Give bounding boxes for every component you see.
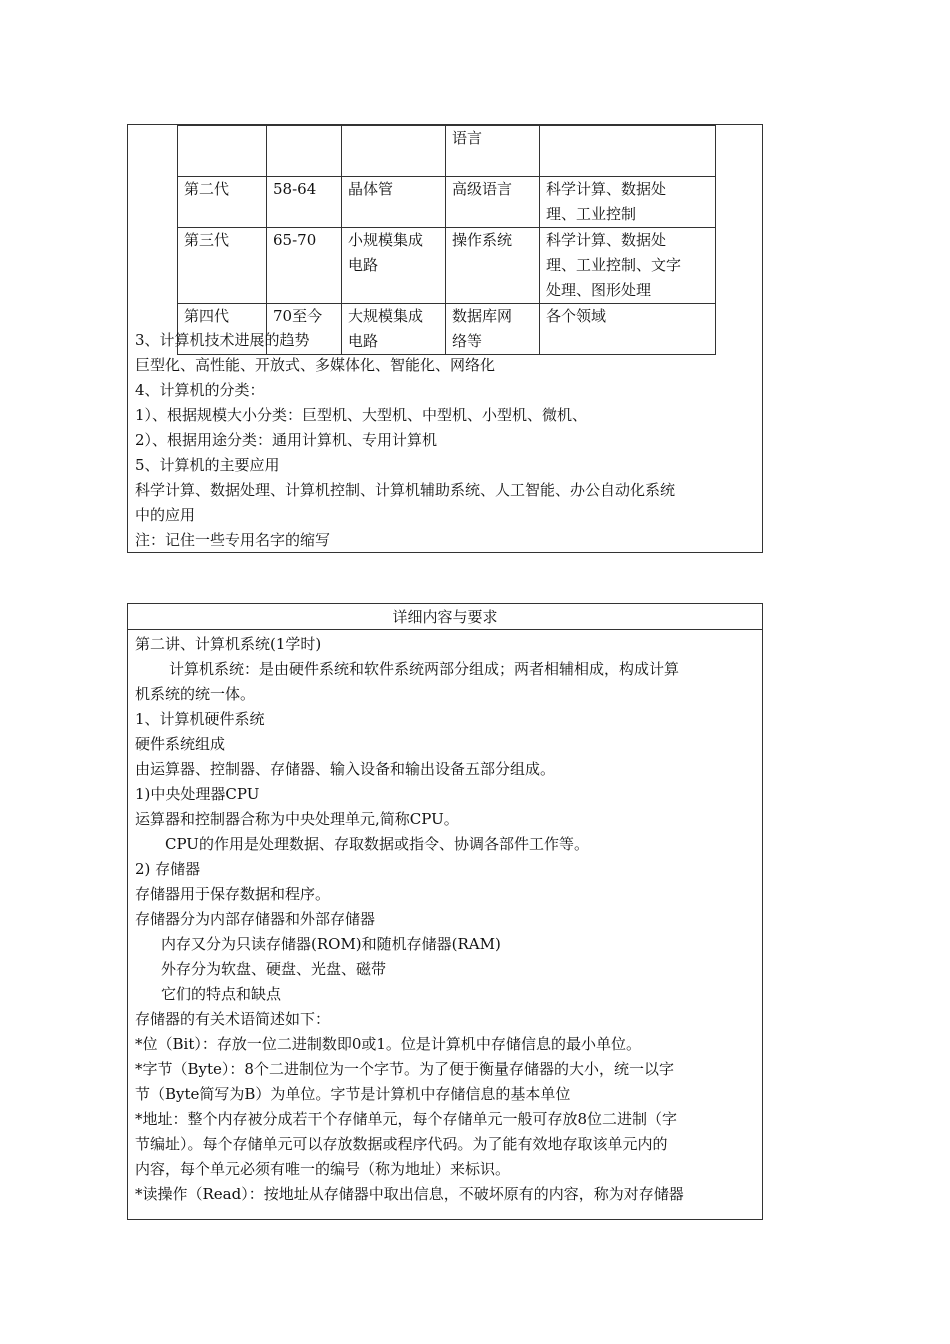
term-byte-cont: 节（Byte简写为B）为单位。字节是计算机中存储信息的基本单位 <box>135 1085 571 1103</box>
software-cell <box>446 228 540 304</box>
lecture-title: 第二讲、计算机系统(1学时) <box>135 635 322 653</box>
cell-text <box>273 126 335 151</box>
cell-text: 各个领域 <box>546 307 607 325</box>
text-trend: 巨型化、高性能、开放式、多媒体化、智能化、网络化 <box>135 356 496 374</box>
table-row <box>178 126 716 177</box>
component-cell <box>342 177 446 228</box>
cell-text: 电路 <box>348 256 379 274</box>
section2-text <box>135 632 755 1207</box>
cell-text: 操作系统 <box>452 231 513 249</box>
paragraph-line: 由运算器、控制器、存储器、输入设备和输出设备五部分组成。 <box>135 760 556 778</box>
generation-cell <box>178 228 267 304</box>
paragraph-line: 它们的特点和缺点 <box>161 985 282 1003</box>
cell-text: 第三代 <box>184 231 230 249</box>
component-cell <box>342 126 446 177</box>
heading-cpu: 1)中央处理器CPU <box>135 785 260 803</box>
computer-generations-table <box>177 125 716 355</box>
text-class-by-use: 2）、根据用途分类：通用计算机、专用计算机 <box>135 431 438 449</box>
term-read: *读操作（Read）：按地址从存储器中取出信息，不破坏原有的内容，称为对存储器 <box>135 1185 684 1203</box>
text-applications: 科学计算、数据处理、计算机控制、计算机辅助系统、人工智能、办公自动化系统 <box>135 481 676 499</box>
cell-text: 58-64 <box>273 180 317 198</box>
application-cell <box>540 177 716 228</box>
cell-text <box>184 126 260 151</box>
cell-text: 科学计算、数据处 <box>546 180 667 198</box>
cell-text: 第二代 <box>184 180 230 198</box>
paragraph-line: 外存分为软盘、硬盘、光盘、磁带 <box>161 960 387 978</box>
software-cell <box>446 177 540 228</box>
application-cell <box>540 126 716 177</box>
component-cell <box>342 228 446 304</box>
heading-classification: 4、计算机的分类： <box>135 381 265 399</box>
table-row <box>178 228 716 304</box>
cell-text: 数据库网 <box>452 307 513 325</box>
cell-text: 大规模集成 <box>348 307 424 325</box>
text-applications-cont: 中的应用 <box>135 506 196 524</box>
cell-text: 小规模集成 <box>348 231 424 249</box>
cell-text: 处理、图形处理 <box>546 281 652 299</box>
generation-cell <box>178 177 267 228</box>
paragraph-line: 机系统的统一体。 <box>135 685 256 703</box>
paragraph-line: 运算器和控制器合称为中央处理单元,简称CPU。 <box>135 810 459 828</box>
paragraph-line: 计算机系统：是由硬件系统和软件系统两部分组成；两者相辅相成，构成计算 <box>169 660 680 678</box>
paragraph-line: 存储器用于保存数据和程序。 <box>135 885 331 903</box>
heading-hardware: 1、计算机硬件系统 <box>135 710 265 728</box>
heading-trend: 3、计算机技术进展的趋势 <box>135 331 310 349</box>
cell-text <box>348 126 439 151</box>
section-header: 详细内容与要求 <box>128 604 762 630</box>
term-address-cont: 节编址）。每个存储单元可以存放数据或程序代码。为了能有效地存取该单元内的 <box>135 1135 668 1153</box>
paragraph-line: CPU的作用是处理数据、存取数据或指令、协调各部件工作等。 <box>165 835 589 853</box>
term-address: *地址：整个内存被分成若干个存储单元，每个存储单元一般可存放8位二进制（字 <box>135 1110 678 1128</box>
cell-text: 科学计算、数据处 <box>546 231 667 249</box>
cell-text <box>184 151 260 176</box>
heading-applications: 5、计算机的主要应用 <box>135 456 280 474</box>
paragraph-line: 存储器的有关术语简述如下： <box>135 1010 331 1028</box>
cell-text: 晶体管 <box>348 180 394 198</box>
page-section-detail <box>127 603 763 1220</box>
cell-text: 65-70 <box>273 231 317 249</box>
text-class-by-size: 1）、根据规模大小分类：巨型机、大型机、中型机、小型机、微机、 <box>135 406 588 424</box>
application-cell <box>540 228 716 304</box>
cell-text: 语言 <box>452 129 483 147</box>
cell-text: 电路 <box>348 332 379 350</box>
table-row <box>178 177 716 228</box>
term-address-cont: 内容，每个单元必须有唯一的编号（称为地址）来标识。 <box>135 1160 511 1178</box>
term-byte: *字节（Byte）：8个二进制位为一个字节。为了便于衡量存储器的大小，统一以字 <box>135 1060 674 1078</box>
heading-memory: 2) 存储器 <box>135 860 201 878</box>
paragraph-line: 内存又分为只读存储器(ROM)和随机存储器(RAM) <box>161 935 501 953</box>
cell-text: 理、工业控制 <box>546 205 637 223</box>
years-cell <box>267 126 342 177</box>
cell-text: 络等 <box>452 332 483 350</box>
paragraph-line: 存储器分为内部存储器和外部存储器 <box>135 910 376 928</box>
software-cell <box>446 126 540 177</box>
page-section-top <box>127 124 763 553</box>
cell-text <box>546 126 709 151</box>
cell-text: 高级语言 <box>452 180 513 198</box>
years-cell <box>267 228 342 304</box>
term-bit: *位（Bit）：存放一位二进制数即0或1。位是计算机中存储信息的最小单位。 <box>135 1035 641 1053</box>
generation-cell <box>178 126 267 177</box>
years-cell <box>267 177 342 228</box>
section1-text <box>135 328 755 553</box>
cell-text: 第四代 <box>184 307 230 325</box>
paragraph-line: 硬件系统组成 <box>135 735 226 753</box>
cell-text: 70至今 <box>273 307 323 325</box>
text-note: 注：记住一些专用名字的缩写 <box>135 531 331 549</box>
cell-text: 理、工业控制、文字 <box>546 256 682 274</box>
